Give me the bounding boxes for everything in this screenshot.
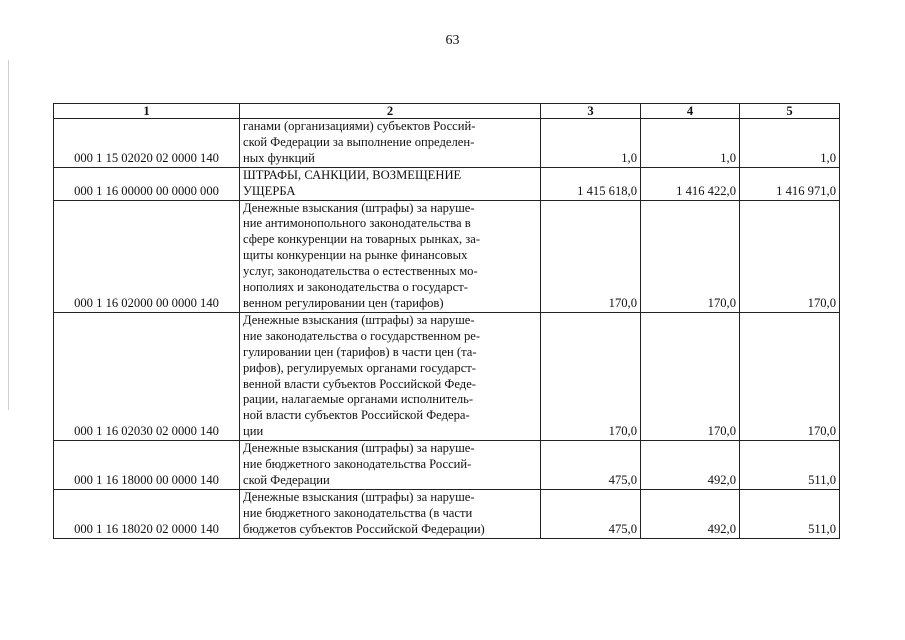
row-name-line: венном регулировании цен (тарифов)	[243, 295, 444, 310]
row-code: 000 1 16 02000 00 0000 140	[54, 200, 240, 312]
row-code: 000 1 16 00000 00 0000 000	[54, 167, 240, 200]
scan-edge-line	[8, 60, 9, 410]
row-name-line: Денежные взыскания (штрафы) за наруше-	[243, 441, 475, 456]
column-header-year-2: 4	[641, 104, 740, 119]
row-name	[240, 167, 541, 200]
table-header-row	[54, 104, 840, 119]
row-name-line: венной власти субъектов Российской Феде-	[243, 376, 476, 391]
row-value-col3: 170,0	[541, 200, 641, 312]
row-value-col4: 492,0	[641, 441, 740, 490]
row-value-col5: 1 416 971,0	[740, 167, 840, 200]
row-name-line: ние антимонопольного законодательства в	[243, 216, 471, 231]
row-name-line: ской Федерации за выполнение определен-	[243, 134, 475, 149]
row-name	[240, 312, 541, 440]
row-value-col4: 492,0	[641, 489, 740, 538]
row-value-col4: 170,0	[641, 200, 740, 312]
row-name-line: ции	[243, 424, 264, 439]
table-row	[54, 119, 840, 168]
row-name-line: ганами (организациями) субъектов Россий-	[243, 119, 476, 133]
table-row	[54, 312, 840, 440]
column-header-code: 1	[54, 104, 240, 119]
row-name-line: щиты конкуренции на рынке финансовых	[243, 248, 468, 263]
row-name-line: ние законодательства о государственном ре-	[243, 328, 481, 343]
row-name-line: Денежные взыскания (штрафы) за наруше-	[243, 312, 475, 327]
row-name-line: ных функций	[243, 150, 315, 165]
row-name-line: ние бюджетного законодательства Россий-	[243, 457, 472, 472]
table-row	[54, 441, 840, 490]
row-value-col5: 170,0	[740, 312, 840, 440]
row-code: 000 1 15 02020 02 0000 140	[54, 119, 240, 168]
row-value-col4: 1,0	[641, 119, 740, 168]
row-name	[240, 441, 541, 490]
row-name-line: гулировании цен (тарифов) в части цен (та-	[243, 344, 477, 359]
row-name	[240, 200, 541, 312]
row-name-line: сфере конкуренции на товарных рынках, за-	[243, 232, 481, 247]
budget-table	[53, 103, 840, 539]
row-name	[240, 489, 541, 538]
row-value-col4: 170,0	[641, 312, 740, 440]
row-code: 000 1 16 02030 02 0000 140	[54, 312, 240, 440]
row-code: 000 1 16 18000 00 0000 140	[54, 441, 240, 490]
row-name-line: ной власти субъектов Российской Федера-	[243, 408, 470, 423]
row-name-line: рации, налагаемые органами исполнитель-	[243, 392, 474, 407]
row-value-col3: 1 415 618,0	[541, 167, 641, 200]
row-value-col3: 475,0	[541, 489, 641, 538]
row-value-col5: 511,0	[740, 489, 840, 538]
row-value-col3: 170,0	[541, 312, 641, 440]
row-value-col3: 475,0	[541, 441, 641, 490]
row-name	[240, 119, 541, 168]
row-code: 000 1 16 18020 02 0000 140	[54, 489, 240, 538]
row-value-col4: 1 416 422,0	[641, 167, 740, 200]
row-name-line: рифов), регулируемых органами государст-	[243, 360, 476, 375]
row-value-col5: 170,0	[740, 200, 840, 312]
row-name-line: ШТРАФЫ, САНКЦИИ, ВОЗМЕЩЕНИЕ	[243, 167, 462, 182]
row-value-col3: 1,0	[541, 119, 641, 168]
column-header-year-3: 5	[740, 104, 840, 119]
row-name-line: ние бюджетного законодательства (в части	[243, 505, 473, 520]
row-name-line: Денежные взыскания (штрафы) за наруше-	[243, 200, 475, 215]
column-header-name: 2	[240, 104, 541, 119]
table-row	[54, 167, 840, 200]
table-row	[54, 489, 840, 538]
row-value-col5: 1,0	[740, 119, 840, 168]
row-value-col5: 511,0	[740, 441, 840, 490]
column-header-year-1: 3	[541, 104, 641, 119]
row-name-line: бюджетов субъектов Российской Федерации)	[243, 521, 485, 536]
table-row	[54, 200, 840, 312]
row-name-line: нополиях и законодательства о государст-	[243, 280, 468, 295]
row-name-line: услуг, законодательства о естественных мо-	[243, 264, 478, 279]
row-name-line: УЩЕРБА	[243, 183, 296, 198]
page-number: 63	[445, 33, 460, 48]
row-name-line: ской Федерации	[243, 472, 330, 487]
row-name-line: Денежные взыскания (штрафы) за наруше-	[243, 489, 475, 504]
